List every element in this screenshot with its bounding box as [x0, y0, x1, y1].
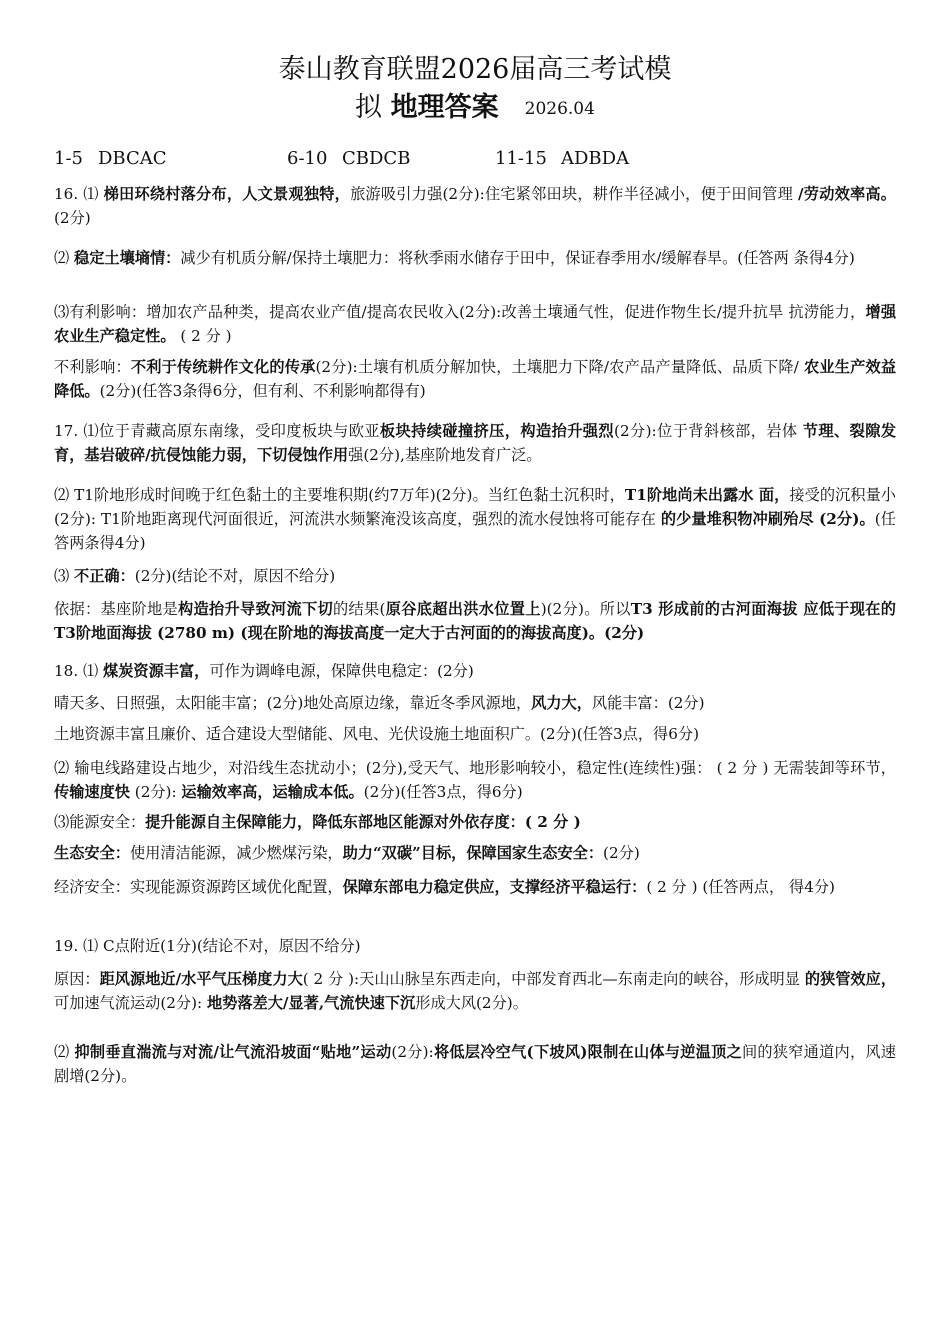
key-point: 农业生产效益降低。	[54, 358, 897, 400]
q18-part3-ecology	[54, 841, 896, 865]
answer-range: 11-15	[495, 148, 547, 169]
q16-part2	[54, 246, 896, 270]
text: 可作为调峰电源，保障供电稳定：(2分)	[209, 662, 474, 680]
text: (2分):位于背斜核部，岩体	[614, 422, 803, 440]
text: 原因：	[54, 970, 100, 988]
key-point: 距风源地近/水平气压梯度力大	[99, 970, 303, 988]
key-point: 风力大，	[531, 694, 592, 712]
text: (任答两条得4分)	[54, 510, 896, 552]
text: 17. ⑴位于青藏高原东南缘，受印度板块与欧亚	[54, 422, 380, 440]
text: (2分):土壤有机质分解加快，土壤肥力下降/农产品产量降低、品质下降/	[315, 358, 804, 376]
text: ⑶	[54, 567, 75, 585]
text: 不利影响：	[54, 358, 131, 376]
text: ⑵	[54, 249, 75, 267]
text: 依据：基座阶地是	[54, 600, 178, 618]
q18-part3	[54, 810, 896, 834]
key-point: 的少量堆积物冲刷殆尽 (2分)。	[660, 510, 875, 528]
text: ⑶能源安全：	[54, 813, 146, 831]
key-point: /劳动效率高。	[798, 185, 896, 203]
answer-range: 6-10	[287, 148, 328, 169]
text: 旅游吸引力强(2分):住宅紧邻田块，耕作半径减小，便于田间管理	[350, 185, 799, 203]
text: (2分)	[54, 209, 91, 227]
exam-date: 2026.04	[524, 98, 595, 119]
text: (2分)	[603, 844, 640, 862]
answer-range: 1-5	[54, 148, 83, 169]
text: 可加速气流运动(2分):	[54, 994, 207, 1012]
key-point: 保障东部电力稳定供应，支撑经济平稳运行：	[342, 878, 647, 896]
key-point: 助力“双碳”目标，保障国家生态安全：	[342, 844, 604, 862]
text: 的结果(	[332, 600, 386, 618]
text: 16. ⑴	[54, 185, 104, 203]
text: (2分)(任答3点，得6分)	[363, 783, 523, 801]
key-point: 抑制垂直湍流与对流/让气流沿坡面“贴地”运动	[74, 1043, 392, 1061]
key-point: 不正确：	[74, 567, 135, 585]
key-point: T1阶地尚未出露水 面，	[624, 486, 790, 504]
q16-part4	[54, 355, 896, 403]
key-point: 将低层冷空气(下坡风)限制在山体与逆温顶之	[433, 1043, 742, 1061]
text: 经济安全：实现能源资源跨区域优化配置，	[54, 878, 343, 896]
answer-letters: ADBDA	[561, 148, 630, 169]
q18-part1	[54, 659, 896, 683]
text: ⑵ T1阶地形成时间晚于红色黏土的主要堆积期(约7万年)(2分)。当红色黏土沉积时，	[54, 486, 625, 504]
key-point: 的狭管效应，	[804, 970, 897, 988]
key-point: 生态安全：	[54, 844, 130, 862]
text: (2分):	[129, 783, 182, 801]
title-fragment: 拟	[355, 92, 391, 123]
key-point: 不利于传统耕作文化的传承	[130, 358, 316, 376]
text: ⑵	[54, 1043, 75, 1061]
text: 形成大风(2分)。	[415, 994, 528, 1012]
q19-reason	[54, 967, 896, 1015]
text: (2分):	[391, 1043, 434, 1061]
key-point: 增强农业生产稳定性。	[54, 303, 897, 345]
text: 19. ⑴ C点附近(1分)(结论不对，原因不给分)	[54, 937, 361, 955]
text: (2分)(结论不对，原因不给分)	[134, 567, 336, 585]
q17-part3	[54, 564, 896, 588]
text: 土地资源丰富且廉价、适合建设大型储能、风电、光伏设施土地面积广。(2分)(任答3点，得6分)	[54, 725, 700, 743]
key-point: 提升能源自主保障能力，降低东部地区能源对外依存度：( 2 分 )	[145, 813, 581, 831]
q17-part2	[54, 483, 896, 555]
q18-part3-economy	[54, 875, 896, 899]
text: 使用清洁能源，减少燃煤污染，	[129, 844, 343, 862]
q18-part1-end	[54, 722, 896, 746]
key-point: 运输效率高，运输成本低。	[181, 783, 364, 801]
key-point: 板块持续碰撞挤压，构造抬升强烈	[379, 422, 615, 440]
key-point: T3 形成前的古河面海拔 应低于现在的T3阶地面海拔 (2780 m) (现在阶地的海拔高度一定大于古河面的的海拔高度)。(2分)	[54, 600, 896, 642]
text: ⑶有利影响：增加农产品种类，提高农业产值/提高农民收入(2分):改善土壤通气性，促进作物生长/提升抗旱 抗涝能力，	[54, 303, 866, 321]
q18-part2	[54, 756, 896, 804]
text: ⑵ 输电线路建设占地少，对沿线生态扰动小；(2分),受天气、地形影响较小，稳定性(连续性)强： ( 2 分 ) 无需装卸等环节，	[54, 759, 896, 777]
q19-part2	[54, 1040, 896, 1088]
q19-part1	[54, 934, 896, 958]
text: ( 2 分 ):天山山脉呈东西走向，中部发育西北—东南走向的峡谷，形成明显	[302, 970, 805, 988]
text: ( 2 分 ) (任答两点， 得4分)	[646, 878, 835, 896]
key-point: 传输速度快	[54, 783, 130, 801]
answer-letters: CBDCB	[342, 148, 411, 169]
text: 减少有机质分解/保持土壤肥力：将秋季雨水储存于田中，保证春季用水/缓解春旱。(任答两 条得4分)	[180, 249, 855, 267]
page-title-line1: 泰山教育联盟2026届高三考试模	[278, 54, 672, 85]
q18-part1-cont	[54, 691, 896, 715]
key-point: 梯田环绕村落分布，人文景观独特，	[103, 185, 351, 203]
text: ( 2 分 )	[175, 327, 232, 345]
text: (2分)(任答3条得6分，但有利、不利影响都得有)	[99, 382, 426, 400]
q17-part4	[54, 597, 896, 645]
text: )(2分)。所以	[540, 600, 631, 618]
text: 间的狭窄通道内，风速剧增(2分)。	[54, 1043, 896, 1085]
key-point: 煤炭资源丰富，	[103, 662, 210, 680]
answer-letters: DBCAC	[98, 148, 167, 169]
q16-part1	[54, 182, 896, 230]
key-point: 原谷底超出洪水位置上	[385, 600, 541, 618]
q16-part3	[54, 300, 896, 348]
text: 18. ⑴	[54, 662, 103, 680]
subject-title: 地理答案	[390, 92, 499, 123]
page-title-line2	[0, 88, 950, 129]
text: 风能丰富：(2分)	[591, 694, 705, 712]
q17-part1	[54, 419, 896, 467]
key-point: 稳定土壤墒情：	[74, 249, 181, 267]
key-point: 节理、裂隙发育，基岩破碎/抗侵蚀能力弱，下切侵蚀作用	[54, 422, 897, 464]
key-point: 地势落差大/显著,气流快速下沉	[206, 994, 416, 1012]
key-point: 构造抬升导致河流下切	[178, 600, 333, 618]
text: 强(2分),基座阶地发育广泛。	[348, 446, 542, 464]
text: 晴天多、日照强，太阳能丰富；(2分)地处高原边缘，靠近冬季风源地，	[54, 694, 532, 712]
text: 接受的沉积量小(2分): T1阶地距离现代河面很近，河流洪水频繁淹没该高度，强烈的流水侵蚀将可能存在	[54, 486, 896, 528]
